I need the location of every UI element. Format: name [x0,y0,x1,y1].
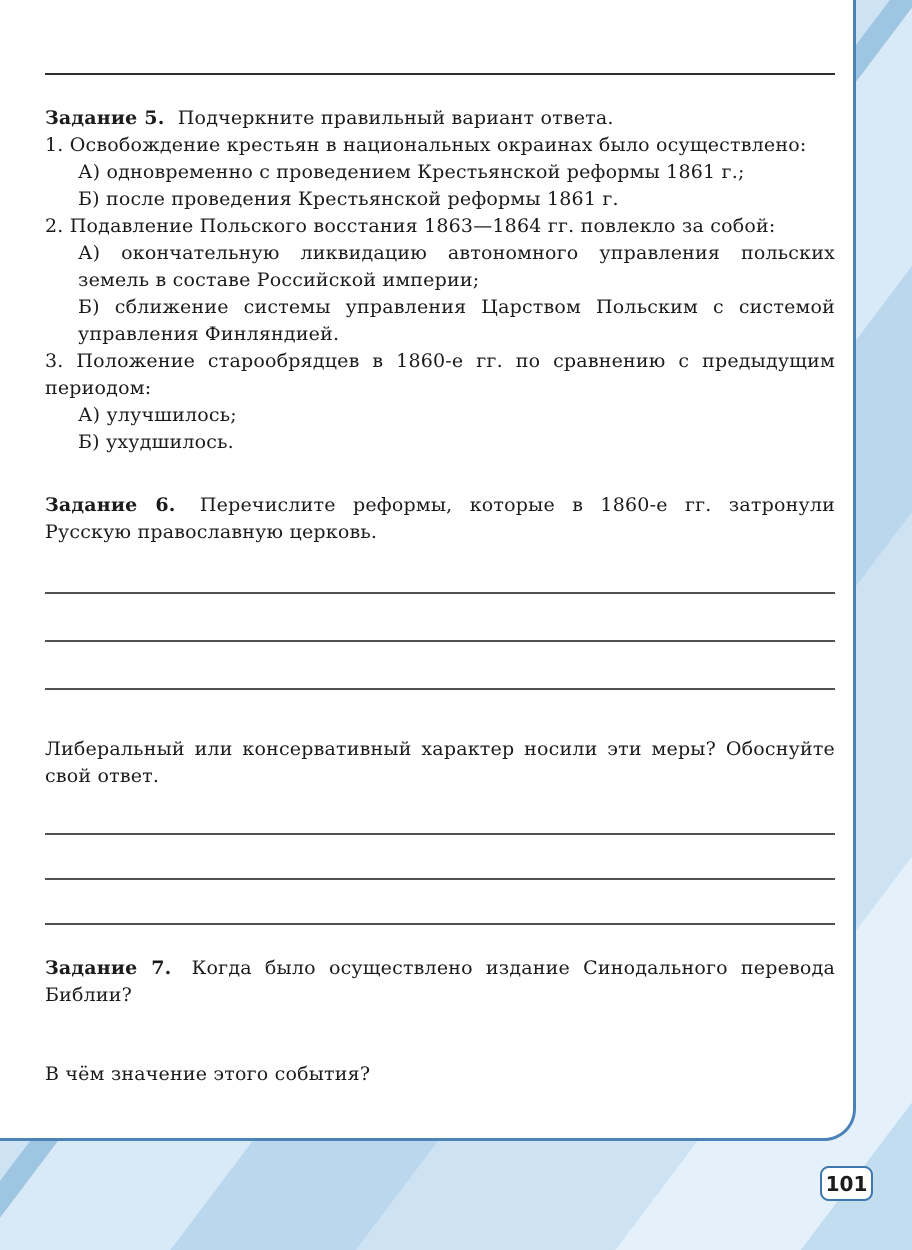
task5-q1-option-b: Б) после проведения Крестьянской реформы 1861 г. [78,188,619,210]
task5-q3-option-b: Б) ухудшилось. [78,431,234,453]
task5-q1-option-a: А) одновременно с проведением Крестьянской реформы 1861 г.; [78,161,745,183]
task6-followup-answer-lines [45,790,835,925]
task5-label: Задание 5. [45,107,165,129]
task7-label: Задание 7. [45,957,172,979]
task5-question-1: 1. Освобождение крестьян в национальных окраинах было осуществлено: [45,134,807,156]
task5-q3-option-a: А) улучшилось; [78,404,237,426]
task6-answer-lines [45,546,835,690]
page-number: 101 [825,1171,868,1196]
task5-intro: Подчеркните правильный вариант ответа. [177,107,614,129]
task7-header [45,955,835,1009]
task6-text: Перечислите реформы, которые в 1860-е гг. затронули Русскую православную церковь. [45,494,835,543]
top-rule [45,73,835,75]
writing-line [45,594,835,642]
task-7 [45,955,835,1088]
task6-header [45,492,835,546]
task6-followup: Либеральный или консервативный характер носили эти меры? Обоснуйте свой ответ. [45,738,835,787]
writing-line [45,546,835,594]
task5-question-3: 3. Положение старообрядцев в 1860-е гг. по сравнению с предыдущим периодом: [45,350,835,399]
task6-label: Задание 6. [45,494,176,516]
task7-followup: В чём значение этого события? [45,1063,371,1085]
writing-line [45,790,835,835]
writing-line [45,642,835,690]
writing-line [45,880,835,925]
task5-question-2: 2. Подавление Польского восстания 1863—1864 гг. повлекло за собой: [45,215,776,237]
writing-line [45,835,835,880]
task5-header [45,105,835,132]
task-5 [45,105,835,456]
page-number-badge [820,1166,873,1201]
task5-q2-option-a: А) окончательную ликвидацию автономного управления польских земель в составе Российской империи; [78,242,835,291]
task5-q2-option-b: Б) сближение системы управления Царством Польским с системой управления Финляндией. [78,296,835,345]
task-6 [45,492,835,925]
task7-text: Когда было осуществлено издание Синодального перевода Библии? [45,957,835,1006]
